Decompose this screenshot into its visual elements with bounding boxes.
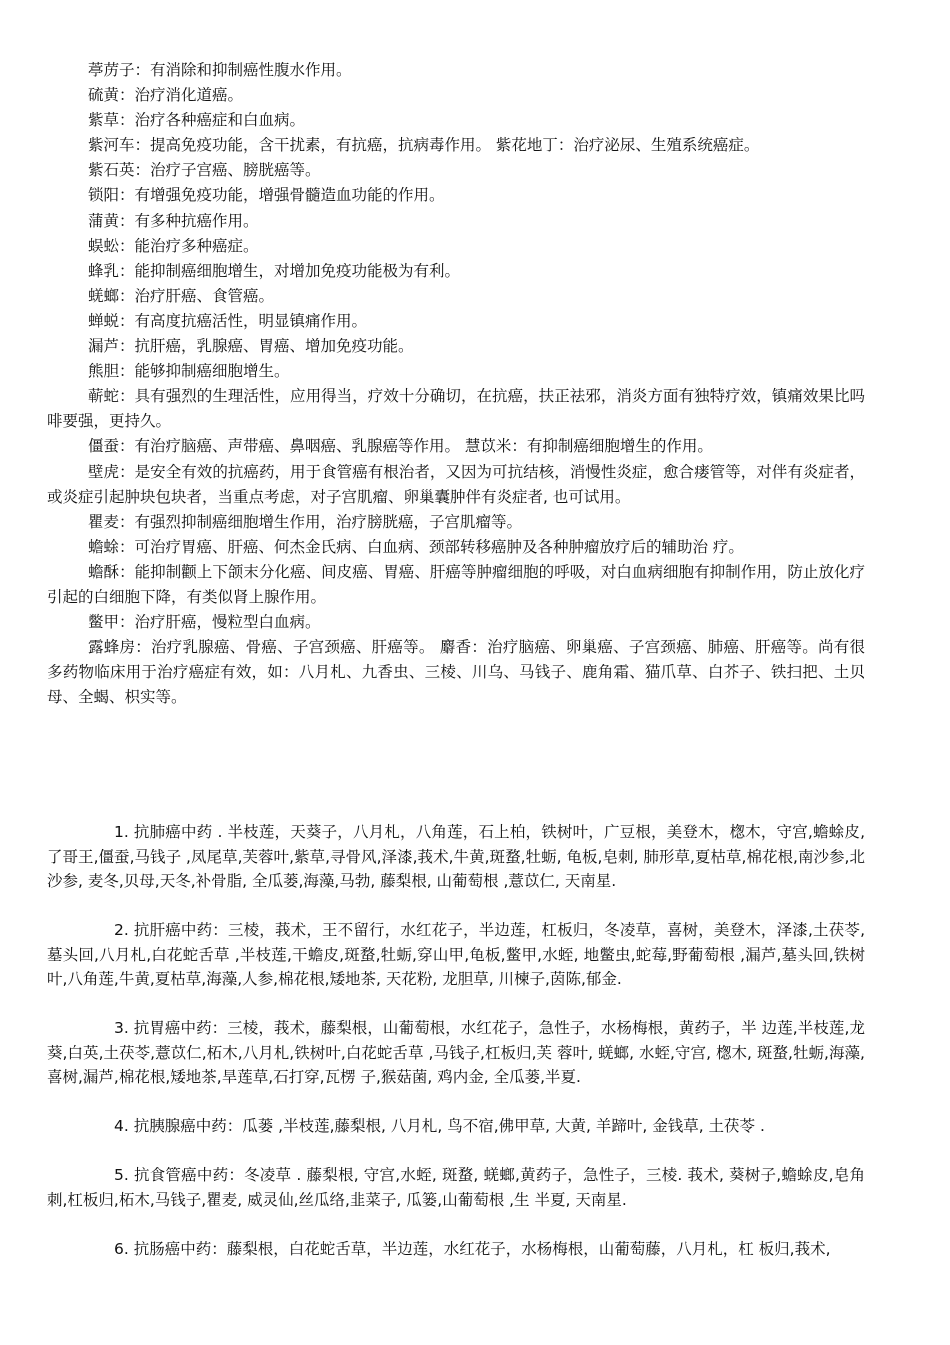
herb-entry: 蜈蚣：能治疗多种癌症。 xyxy=(88,236,259,255)
liver-cancer-list: 2. 抗肝癌中药：三棱，莪术，王不留行，水红花子，半边莲，杠板归，冬凌草，喜树，美登木，泽漆,土茯苓,墓头回,八月札,白花蛇舌草 ,半枝莲,干蟾皮,斑蝥,牡蛎,穿山甲,龟板,鳖甲,水蛭, 地鳖虫,蛇莓,野葡萄根 ,漏芦,墓头回,铁树叶,八角莲,牛黄,夏枯草,海藻,人参,棉花根,矮地茶, 天花粉, 龙胆草, 川楝子,茵陈,郁金. xyxy=(47,921,865,989)
herb-entry: 紫草：治疗各种癌症和白血病。 xyxy=(88,111,306,130)
herb-entry: 鳖甲：治疗肝癌，慢粒型白血病。 xyxy=(88,613,321,632)
section-spacer xyxy=(47,710,865,820)
herb-entry: 蟾蜍：可治疗胃癌、肝癌、何杰金氏病、白血病、颈部转移癌肿及各种肿瘤放疗后的辅助治 疗。 xyxy=(88,537,744,556)
herb-entry: 漏芦：抗肝癌，乳腺癌、胃癌、增加免疫功能。 xyxy=(88,337,414,356)
herb-entry: 葶苈子：有消除和抑制癌性腹水作用。 xyxy=(88,61,352,79)
cancer-herb-lists xyxy=(47,820,865,1261)
herb-entry: 僵蚕：有治疗脑癌、声带癌、鼻咽癌、乳腺癌等作用。 慧苡米：有抑制癌细胞增生的作用。 xyxy=(88,437,713,456)
herb-list xyxy=(47,58,865,710)
herb-entry: 熊胆：能够抑制癌细胞增生。 xyxy=(88,362,290,381)
document-page xyxy=(47,58,865,1286)
herb-entry: 蜣螂：治疗肝癌、食管癌。 xyxy=(88,286,275,305)
herb-entry: 蕲蛇：具有强烈的生理活性，应用得当，疗效十分确切，在抗癌，扶正祛邪，消炎方面有独特疗效，镇痛效果比吗啡要强，更持久。 xyxy=(47,387,865,431)
herb-entry: 露蜂房：治疗乳腺癌、骨癌、子宫颈癌、肝癌等。 麝香：治疗脑癌、卵巢癌、子宫颈癌、肺癌、肝癌等。尚有很多药物临床用于治疗癌症有效，如：八月札、九香虫、三棱、川乌、马钱子、鹿角霜、猫爪草、白芥子、铁扫把、土贝母、全蝎、枳实等。 xyxy=(47,638,865,707)
herb-entry: 蒲黄：有多种抗癌作用。 xyxy=(88,211,259,230)
herb-entry: 硫黄：治疗消化道癌。 xyxy=(88,86,244,105)
pancreatic-cancer-list: 4. 抗胰腺癌中药：瓜蒌 ,半枝莲,藤梨根, 八月札, 鸟不宿,佛甲草, 大黄, 羊蹄叶, 金钱草, 土茯苓 . xyxy=(114,1117,765,1136)
stomach-cancer-list: 3. 抗胃癌中药：三棱，莪术，藤梨根，山葡萄根，水红花子，急性子，水杨梅根，黄药子，半 边莲,半枝莲,龙葵,白英,土茯苓,薏苡仁,柘木,八月札,铁树叶,白花蛇舌草 ,马钱子,杠板归,芙 蓉叶, 蜣螂, 水蛭,守宫, 楤木, 斑蝥,牡蛎,海藻,喜树,漏芦,棉花根,矮地茶,旱莲草,石打穿,瓦楞 子,猴菇菌, 鸡内金, 全瓜蒌,半夏. xyxy=(47,1019,865,1087)
herb-entry: 蟾酥：能抑制颧上下颌末分化癌、间皮癌、胃癌、肝癌等肿瘤细胞的呼吸，对白血病细胞有抑制作用，防止放化疗引起的白细胞下降，有类似肾上腺作用。 xyxy=(47,562,865,606)
herb-entry: 锁阳：有增强免疫功能，增强骨髓造血功能的作用。 xyxy=(88,186,445,205)
herb-entry: 紫石英：治疗子宫癌、膀胱癌等。 xyxy=(88,161,321,180)
lung-cancer-list: 1. 抗肺癌中药 . 半枝莲，天葵子，八月札，八角莲，石上柏，铁树叶，广豆根，美登木，楤木，守宫,蟾蜍皮,了哥王,僵蚕,马钱子 ,凤尾草,芙蓉叶,紫草,寻骨风,泽漆,莪术,牛黄,斑蝥,牡蛎, 龟板,皂刺, 肺形草,夏枯草,棉花根,南沙参,北沙参, 麦冬,贝母,天冬,补骨脂, 全瓜蒌,海藻,马勃, 藤梨根, 山葡萄根 ,薏苡仁, 天南星. xyxy=(47,823,865,891)
herb-entry: 紫河车：提高免疫功能，含干扰素，有抗癌，抗病毒作用。 紫花地丁：治疗泌尿、生殖系统癌症。 xyxy=(88,136,760,155)
herb-entry: 壁虎：是安全有效的抗癌药，用于食管癌有根治者，又因为可抗结核，消慢性炎症，愈合瘘管等，对伴有炎症者，或炎症引起肿块包块者，当重点考虑，对子宫肌瘤、卵巢囊肿伴有炎症者, 也可试用。 xyxy=(47,462,865,506)
herb-entry: 瞿麦：有强烈抑制癌细胞增生作用，治疗膀胱癌，子宫肌瘤等。 xyxy=(88,512,523,531)
herb-entry: 蜂乳：能抑制癌细胞增生，对增加免疫功能极为有利。 xyxy=(88,261,461,280)
esophageal-cancer-list: 5. 抗食管癌中药：冬凌草 . 藤梨根, 守宫,水蛭, 斑蝥, 蜣螂,黄药子，急性子，三棱. 莪术, 葵树子,蟾蜍皮,皂角刺,杠板归,柘木,马钱子,瞿麦, 威灵仙,丝瓜络,韭菜子, 瓜篓,山葡萄根 ,生 半夏, 天南星. xyxy=(47,1166,865,1209)
intestinal-cancer-list: 6. 抗肠癌中药：藤梨根，白花蛇舌草，半边莲，水红花子，水杨梅根，山葡萄藤，八月札，杠 板归,莪术, xyxy=(114,1239,831,1258)
herb-entry: 蝉蜕：有高度抗癌活性，明显镇痛作用。 xyxy=(88,311,368,330)
